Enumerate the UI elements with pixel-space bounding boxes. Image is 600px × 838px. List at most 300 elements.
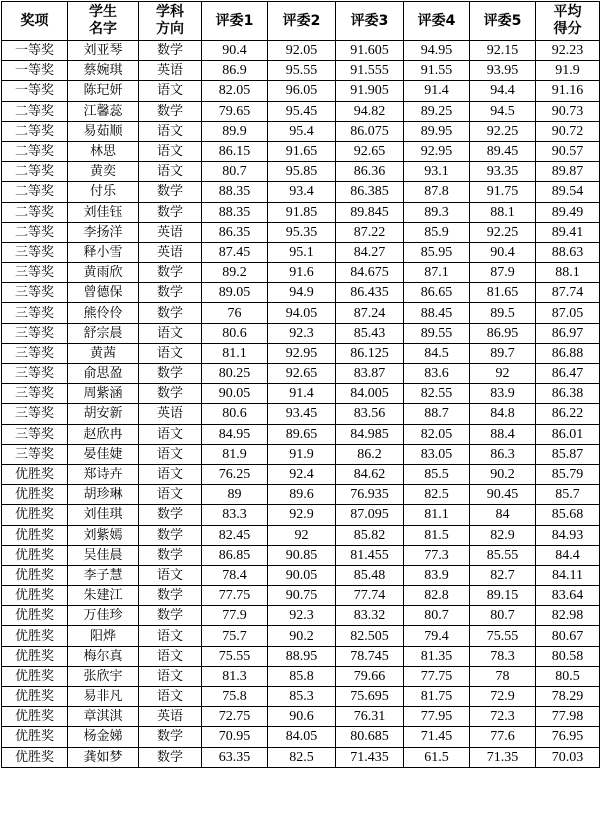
judge-4-score-cell: 86.65 <box>404 283 470 303</box>
average-score-cell: 90.57 <box>536 141 600 161</box>
judge-5-score-cell: 89.45 <box>470 141 536 161</box>
average-score-cell: 86.88 <box>536 343 600 363</box>
judge-4-score-cell: 88.45 <box>404 303 470 323</box>
table-row <box>2 525 600 545</box>
judge-4-score-cell: 81.5 <box>404 525 470 545</box>
award-cell: 三等奖 <box>2 364 68 384</box>
subject-cell: 语文 <box>139 464 202 484</box>
judge-1-score-cell: 80.6 <box>202 404 268 424</box>
judge-1-score-cell: 88.35 <box>202 202 268 222</box>
award-cell: 三等奖 <box>2 303 68 323</box>
table-row <box>2 162 600 182</box>
judge-2-score-cell: 88.95 <box>268 646 336 666</box>
judge-5-score-cell: 94.5 <box>470 101 536 121</box>
judge-2-score-cell: 92.3 <box>268 606 336 626</box>
award-cell: 优胜奖 <box>2 525 68 545</box>
student-name-cell: 黄雨欣 <box>68 263 139 283</box>
average-score-cell: 84.4 <box>536 545 600 565</box>
subject-cell: 数学 <box>139 283 202 303</box>
judge-3-score-cell: 86.36 <box>336 162 404 182</box>
judge-5-score-cell: 92 <box>470 364 536 384</box>
judge-4-score-cell: 93.1 <box>404 162 470 182</box>
judge-1-score-cell: 90.05 <box>202 384 268 404</box>
judge-1-score-cell: 81.3 <box>202 666 268 686</box>
student-name-cell: 阳烨 <box>68 626 139 646</box>
average-score-cell: 91.9 <box>536 61 600 81</box>
average-score-cell: 89.54 <box>536 182 600 202</box>
table-row <box>2 242 600 262</box>
subject-cell: 语文 <box>139 424 202 444</box>
judge-3-score-cell: 81.455 <box>336 545 404 565</box>
judge-5-score-cell: 72.3 <box>470 707 536 727</box>
average-score-cell: 87.05 <box>536 303 600 323</box>
judge-5-score-cell: 78.3 <box>470 646 536 666</box>
student-name-cell: 熊伶伶 <box>68 303 139 323</box>
subject-cell: 数学 <box>139 606 202 626</box>
award-cell: 优胜奖 <box>2 565 68 585</box>
subject-cell: 数学 <box>139 727 202 747</box>
student-name-cell: 吴佳晨 <box>68 545 139 565</box>
judge-3-score-cell: 91.555 <box>336 61 404 81</box>
subject-cell: 数学 <box>139 182 202 202</box>
average-score-cell: 85.7 <box>536 485 600 505</box>
header-average-score-line2: 得分 <box>553 21 582 37</box>
award-cell: 优胜奖 <box>2 666 68 686</box>
average-score-cell: 90.73 <box>536 101 600 121</box>
judge-3-score-cell: 84.27 <box>336 242 404 262</box>
award-cell: 优胜奖 <box>2 646 68 666</box>
judge-2-score-cell: 90.6 <box>268 707 336 727</box>
award-cell: 二等奖 <box>2 121 68 141</box>
judge-1-score-cell: 82.45 <box>202 525 268 545</box>
student-name-cell: 刘佳琪 <box>68 505 139 525</box>
table-row <box>2 747 600 767</box>
judge-3-score-cell: 86.125 <box>336 343 404 363</box>
header-average-score <box>536 2 600 41</box>
judge-5-score-cell: 89.7 <box>470 343 536 363</box>
judge-2-score-cell: 92.95 <box>268 343 336 363</box>
award-cell: 优胜奖 <box>2 747 68 767</box>
judge-4-score-cell: 82.5 <box>404 485 470 505</box>
table-row <box>2 343 600 363</box>
judge-5-score-cell: 71.35 <box>470 747 536 767</box>
judge-3-score-cell: 86.075 <box>336 121 404 141</box>
judge-5-score-cell: 89.15 <box>470 586 536 606</box>
judge-2-score-cell: 92.3 <box>268 323 336 343</box>
judge-1-score-cell: 86.85 <box>202 545 268 565</box>
subject-cell: 数学 <box>139 263 202 283</box>
award-cell: 优胜奖 <box>2 505 68 525</box>
table-row <box>2 81 600 101</box>
judge-2-score-cell: 89.65 <box>268 424 336 444</box>
award-cell: 二等奖 <box>2 202 68 222</box>
judge-2-score-cell: 94.9 <box>268 283 336 303</box>
judge-1-score-cell: 90.4 <box>202 41 268 61</box>
judge-2-score-cell: 90.2 <box>268 626 336 646</box>
average-score-cell: 86.01 <box>536 424 600 444</box>
award-cell: 优胜奖 <box>2 606 68 626</box>
table-row <box>2 626 600 646</box>
student-name-cell: 郑诗卉 <box>68 464 139 484</box>
judge-4-score-cell: 82.55 <box>404 384 470 404</box>
judge-3-score-cell: 82.505 <box>336 626 404 646</box>
judge-1-score-cell: 81.1 <box>202 343 268 363</box>
judge-5-score-cell: 87.9 <box>470 263 536 283</box>
award-cell: 三等奖 <box>2 263 68 283</box>
judge-3-score-cell: 84.985 <box>336 424 404 444</box>
student-name-cell: 蔡婉琪 <box>68 61 139 81</box>
award-cell: 三等奖 <box>2 242 68 262</box>
judge-1-score-cell: 75.8 <box>202 687 268 707</box>
table-row <box>2 141 600 161</box>
table-body <box>2 41 600 768</box>
judge-3-score-cell: 85.43 <box>336 323 404 343</box>
judge-5-score-cell: 88.4 <box>470 424 536 444</box>
award-cell: 二等奖 <box>2 101 68 121</box>
judge-1-score-cell: 82.05 <box>202 81 268 101</box>
award-cell: 二等奖 <box>2 222 68 242</box>
table-row <box>2 384 600 404</box>
header-student-name-line2: 名字 <box>89 21 117 37</box>
judge-4-score-cell: 85.9 <box>404 222 470 242</box>
judge-2-score-cell: 92.4 <box>268 464 336 484</box>
award-cell: 三等奖 <box>2 384 68 404</box>
table-row <box>2 687 600 707</box>
subject-cell: 数学 <box>139 303 202 323</box>
judge-4-score-cell: 84.5 <box>404 343 470 363</box>
judge-4-score-cell: 77.75 <box>404 666 470 686</box>
table-row <box>2 545 600 565</box>
average-score-cell: 90.72 <box>536 121 600 141</box>
table-row <box>2 222 600 242</box>
judge-4-score-cell: 91.4 <box>404 81 470 101</box>
student-name-cell: 俞思盈 <box>68 364 139 384</box>
judge-1-score-cell: 83.3 <box>202 505 268 525</box>
student-name-cell: 梅尔真 <box>68 646 139 666</box>
header-average-score-line1: 平均 <box>553 4 582 20</box>
table-row <box>2 202 600 222</box>
judge-1-score-cell: 84.95 <box>202 424 268 444</box>
judge-3-score-cell: 76.935 <box>336 485 404 505</box>
student-name-cell: 赵欣冉 <box>68 424 139 444</box>
award-cell: 优胜奖 <box>2 687 68 707</box>
judge-1-score-cell: 86.15 <box>202 141 268 161</box>
subject-cell: 数学 <box>139 384 202 404</box>
average-score-cell: 84.11 <box>536 565 600 585</box>
judge-4-score-cell: 81.75 <box>404 687 470 707</box>
judge-1-score-cell: 79.65 <box>202 101 268 121</box>
judge-1-score-cell: 75.55 <box>202 646 268 666</box>
award-cell: 三等奖 <box>2 283 68 303</box>
header-award: 奖项 <box>2 2 68 41</box>
judge-1-score-cell: 75.7 <box>202 626 268 646</box>
judge-5-score-cell: 94.4 <box>470 81 536 101</box>
judge-2-score-cell: 90.85 <box>268 545 336 565</box>
subject-cell: 语文 <box>139 343 202 363</box>
header-subject <box>139 2 202 41</box>
judge-2-score-cell: 94.05 <box>268 303 336 323</box>
award-cell: 三等奖 <box>2 444 68 464</box>
student-name-cell: 万佳珍 <box>68 606 139 626</box>
student-name-cell: 释小雪 <box>68 242 139 262</box>
judge-5-score-cell: 82.9 <box>470 525 536 545</box>
award-cell: 二等奖 <box>2 182 68 202</box>
header-judge-4: 评委4 <box>404 2 470 41</box>
judge-4-score-cell: 88.7 <box>404 404 470 424</box>
header-row <box>2 2 600 41</box>
subject-cell: 语文 <box>139 323 202 343</box>
judge-3-score-cell: 86.385 <box>336 182 404 202</box>
subject-cell: 语文 <box>139 565 202 585</box>
judge-1-score-cell: 89.2 <box>202 263 268 283</box>
judge-2-score-cell: 93.4 <box>268 182 336 202</box>
judge-5-score-cell: 93.35 <box>470 162 536 182</box>
judge-3-score-cell: 83.87 <box>336 364 404 384</box>
student-name-cell: 周紫涵 <box>68 384 139 404</box>
average-score-cell: 92.23 <box>536 41 600 61</box>
average-score-cell: 70.03 <box>536 747 600 767</box>
student-name-cell: 刘紫嫣 <box>68 525 139 545</box>
subject-cell: 语文 <box>139 485 202 505</box>
table-row <box>2 364 600 384</box>
judge-4-score-cell: 87.1 <box>404 263 470 283</box>
judge-2-score-cell: 92 <box>268 525 336 545</box>
judge-4-score-cell: 77.95 <box>404 707 470 727</box>
subject-cell: 数学 <box>139 747 202 767</box>
judge-3-score-cell: 91.605 <box>336 41 404 61</box>
judge-4-score-cell: 83.6 <box>404 364 470 384</box>
subject-cell: 英语 <box>139 707 202 727</box>
judge-3-score-cell: 91.905 <box>336 81 404 101</box>
table-row <box>2 707 600 727</box>
judge-4-score-cell: 82.8 <box>404 586 470 606</box>
subject-cell: 语文 <box>139 121 202 141</box>
award-cell: 优胜奖 <box>2 545 68 565</box>
award-cell: 二等奖 <box>2 162 68 182</box>
judge-5-score-cell: 75.55 <box>470 626 536 646</box>
student-name-cell: 章淇淇 <box>68 707 139 727</box>
average-score-cell: 91.16 <box>536 81 600 101</box>
judge-3-score-cell: 83.32 <box>336 606 404 626</box>
table-row <box>2 61 600 81</box>
judge-1-score-cell: 70.95 <box>202 727 268 747</box>
average-score-cell: 80.67 <box>536 626 600 646</box>
subject-cell: 语文 <box>139 646 202 666</box>
subject-cell: 语文 <box>139 626 202 646</box>
student-name-cell: 胡安新 <box>68 404 139 424</box>
student-name-cell: 舒宗晨 <box>68 323 139 343</box>
award-cell: 优胜奖 <box>2 464 68 484</box>
header-subject-line2: 方向 <box>156 21 184 37</box>
average-score-cell: 88.63 <box>536 242 600 262</box>
judge-4-score-cell: 61.5 <box>404 747 470 767</box>
judge-5-score-cell: 85.55 <box>470 545 536 565</box>
award-cell: 三等奖 <box>2 424 68 444</box>
judge-4-score-cell: 89.95 <box>404 121 470 141</box>
student-name-cell: 江馨蕊 <box>68 101 139 121</box>
judge-2-score-cell: 96.05 <box>268 81 336 101</box>
judge-4-score-cell: 91.55 <box>404 61 470 81</box>
judge-3-score-cell: 87.22 <box>336 222 404 242</box>
table-row <box>2 424 600 444</box>
subject-cell: 英语 <box>139 222 202 242</box>
judge-4-score-cell: 82.05 <box>404 424 470 444</box>
average-score-cell: 87.74 <box>536 283 600 303</box>
judge-5-score-cell: 90.4 <box>470 242 536 262</box>
judge-1-score-cell: 81.9 <box>202 444 268 464</box>
judge-5-score-cell: 90.45 <box>470 485 536 505</box>
judge-5-score-cell: 93.95 <box>470 61 536 81</box>
judge-1-score-cell: 77.75 <box>202 586 268 606</box>
table-row <box>2 283 600 303</box>
award-cell: 二等奖 <box>2 141 68 161</box>
judge-4-score-cell: 85.95 <box>404 242 470 262</box>
judge-4-score-cell: 80.7 <box>404 606 470 626</box>
subject-cell: 语文 <box>139 162 202 182</box>
judge-3-score-cell: 78.745 <box>336 646 404 666</box>
student-name-cell: 易非凡 <box>68 687 139 707</box>
judge-2-score-cell: 95.45 <box>268 101 336 121</box>
table-row <box>2 606 600 626</box>
award-cell: 优胜奖 <box>2 707 68 727</box>
judge-2-score-cell: 91.4 <box>268 384 336 404</box>
judge-1-score-cell: 89.9 <box>202 121 268 141</box>
student-name-cell: 朱建江 <box>68 586 139 606</box>
table-row <box>2 182 600 202</box>
award-cell: 三等奖 <box>2 323 68 343</box>
judge-3-score-cell: 85.48 <box>336 565 404 585</box>
judge-1-score-cell: 86.35 <box>202 222 268 242</box>
subject-cell: 语文 <box>139 444 202 464</box>
table-row <box>2 505 600 525</box>
judge-2-score-cell: 95.55 <box>268 61 336 81</box>
subject-cell: 语文 <box>139 141 202 161</box>
subject-cell: 数学 <box>139 505 202 525</box>
judge-2-score-cell: 91.65 <box>268 141 336 161</box>
judge-2-score-cell: 95.35 <box>268 222 336 242</box>
judge-5-score-cell: 86.95 <box>470 323 536 343</box>
judge-1-score-cell: 86.9 <box>202 61 268 81</box>
judge-3-score-cell: 85.82 <box>336 525 404 545</box>
judge-4-score-cell: 79.4 <box>404 626 470 646</box>
table-row <box>2 464 600 484</box>
judge-3-score-cell: 75.695 <box>336 687 404 707</box>
judge-1-score-cell: 72.75 <box>202 707 268 727</box>
award-cell: 优胜奖 <box>2 586 68 606</box>
judge-4-score-cell: 81.35 <box>404 646 470 666</box>
table-row <box>2 41 600 61</box>
judge-4-score-cell: 77.3 <box>404 545 470 565</box>
judge-2-score-cell: 92.9 <box>268 505 336 525</box>
judge-2-score-cell: 91.85 <box>268 202 336 222</box>
judge-4-score-cell: 92.95 <box>404 141 470 161</box>
student-name-cell: 张欣宇 <box>68 666 139 686</box>
judge-2-score-cell: 82.5 <box>268 747 336 767</box>
judge-5-score-cell: 89.5 <box>470 303 536 323</box>
student-name-cell: 刘亚琴 <box>68 41 139 61</box>
judge-5-score-cell: 80.7 <box>470 606 536 626</box>
judge-2-score-cell: 90.75 <box>268 586 336 606</box>
judge-3-score-cell: 80.685 <box>336 727 404 747</box>
average-score-cell: 86.22 <box>536 404 600 424</box>
average-score-cell: 86.38 <box>536 384 600 404</box>
subject-cell: 数学 <box>139 101 202 121</box>
judge-3-score-cell: 86.435 <box>336 283 404 303</box>
judge-2-score-cell: 93.45 <box>268 404 336 424</box>
judge-5-score-cell: 91.75 <box>470 182 536 202</box>
judge-3-score-cell: 94.82 <box>336 101 404 121</box>
average-score-cell: 77.98 <box>536 707 600 727</box>
judge-5-score-cell: 92.25 <box>470 121 536 141</box>
header-judge-3: 评委3 <box>336 2 404 41</box>
table-row <box>2 323 600 343</box>
student-name-cell: 黄奕 <box>68 162 139 182</box>
table-row <box>2 586 600 606</box>
award-cell: 优胜奖 <box>2 485 68 505</box>
judge-1-score-cell: 76 <box>202 303 268 323</box>
student-name-cell: 陈玘妍 <box>68 81 139 101</box>
judge-1-score-cell: 76.25 <box>202 464 268 484</box>
judge-2-score-cell: 91.6 <box>268 263 336 283</box>
award-cell: 一等奖 <box>2 81 68 101</box>
judge-5-score-cell: 72.9 <box>470 687 536 707</box>
judge-3-score-cell: 92.65 <box>336 141 404 161</box>
judge-4-score-cell: 83.05 <box>404 444 470 464</box>
judge-5-score-cell: 86.3 <box>470 444 536 464</box>
judge-4-score-cell: 94.95 <box>404 41 470 61</box>
table-row <box>2 404 600 424</box>
student-name-cell: 黄茜 <box>68 343 139 363</box>
header-subject-line1: 学科 <box>156 4 184 20</box>
student-name-cell: 龚如梦 <box>68 747 139 767</box>
judge-2-score-cell: 95.4 <box>268 121 336 141</box>
judge-1-score-cell: 77.9 <box>202 606 268 626</box>
judge-3-score-cell: 87.095 <box>336 505 404 525</box>
student-name-cell: 易茹顺 <box>68 121 139 141</box>
judge-1-score-cell: 80.7 <box>202 162 268 182</box>
judge-1-score-cell: 78.4 <box>202 565 268 585</box>
average-score-cell: 85.87 <box>536 444 600 464</box>
judge-4-score-cell: 89.3 <box>404 202 470 222</box>
judge-1-score-cell: 80.25 <box>202 364 268 384</box>
judge-5-score-cell: 83.9 <box>470 384 536 404</box>
average-score-cell: 89.87 <box>536 162 600 182</box>
award-cell: 三等奖 <box>2 404 68 424</box>
average-score-cell: 76.95 <box>536 727 600 747</box>
average-score-cell: 78.29 <box>536 687 600 707</box>
student-name-cell: 李扬洋 <box>68 222 139 242</box>
judge-2-score-cell: 95.85 <box>268 162 336 182</box>
judge-2-score-cell: 92.65 <box>268 364 336 384</box>
student-name-cell: 胡珍琳 <box>68 485 139 505</box>
average-score-cell: 80.58 <box>536 646 600 666</box>
average-score-cell: 86.97 <box>536 323 600 343</box>
table-row <box>2 303 600 323</box>
table-row <box>2 263 600 283</box>
header-judge-1: 评委1 <box>202 2 268 41</box>
header-judge-2: 评委2 <box>268 2 336 41</box>
award-cell: 三等奖 <box>2 343 68 363</box>
judge-1-score-cell: 89.05 <box>202 283 268 303</box>
table-row <box>2 565 600 585</box>
subject-cell: 语文 <box>139 687 202 707</box>
student-name-cell: 付乐 <box>68 182 139 202</box>
average-score-cell: 82.98 <box>536 606 600 626</box>
average-score-cell: 88.1 <box>536 263 600 283</box>
subject-cell: 数学 <box>139 41 202 61</box>
judge-3-score-cell: 86.2 <box>336 444 404 464</box>
subject-cell: 英语 <box>139 404 202 424</box>
